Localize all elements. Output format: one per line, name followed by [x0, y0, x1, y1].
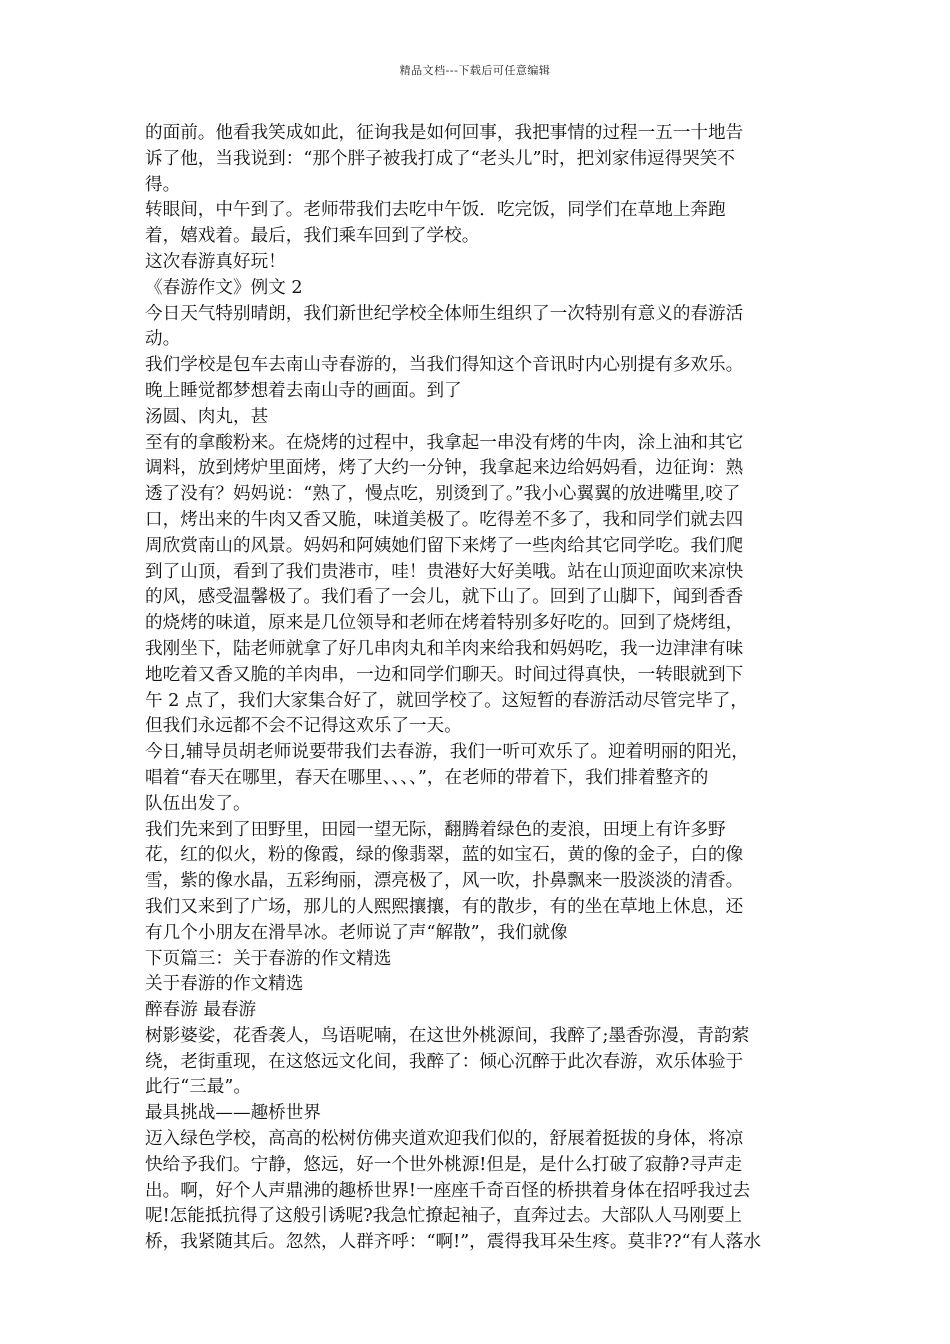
text-line: 的面前。他看我笑成如此，征询我是如何回事，我把事情的过程一五一十地告 — [145, 123, 744, 143]
text-line: 透了没有？妈妈说：“熟了，慢点吃，别烫到了。”我小心翼翼的放进嘴里,咬了 — [145, 484, 741, 505]
text-line: 调料，放到烤炉里面烤，烤了大约一分钟，我拿起来边给妈妈看，边征询：熟 — [145, 458, 744, 479]
text-line: 周欣赏南山的风景。妈妈和阿姨她们留下来烤了一些肉给其它同学吃。我们爬 — [145, 535, 744, 556]
text-line: 迈入绿色学校，高高的松树仿佛夹道欢迎我们似的，舒展着挺拔的身体，将凉 — [145, 1129, 744, 1150]
text-line: 晚上睡觉都梦想着去南山寺的画面。到了 — [145, 380, 462, 401]
text-line: 这次春游真好玩！ — [145, 251, 286, 272]
text-line: 口，烤出来的牛肉又香又脆，味道美极了。吃得差不多了，我和同学们就去四 — [145, 509, 744, 530]
text-line: 桥，我紧随其后。忽然，人群齐呼：“啊!”，震得我耳朵生疼。莫非??“有人落水 — [145, 1232, 761, 1253]
text-line: 此行“三最”。 — [145, 1077, 251, 1098]
text-line: 午 2 点了，我们大家集合好了，就回学校了。这短暂的春游活动尽管完毕了， — [145, 690, 748, 711]
text-line: 到了山顶，看到了我们贵港市，哇！贵港好大好美哦。站在山顶迎面吹来凉快 — [145, 561, 744, 582]
text-line: 雪，紫的像水晶，五彩绚丽，漂亮极了，风一吹，扑鼻飘来一股淡淡的清香。 — [145, 871, 744, 892]
text-line: 但我们永远都不会不记得这欢乐了一天。 — [145, 716, 462, 737]
text-line: 队伍出发了。 — [145, 793, 251, 814]
text-line: 的风，感受温馨极了。我们看了一会儿，就下山了。回到了山脚下，闻到香香 — [145, 587, 744, 608]
text-line: 花，红的似火，粉的像霞，绿的像翡翠，蓝的如宝石，黄的像的金子，白的像 — [145, 845, 744, 866]
text-line: 地吃着又香又脆的羊肉串，一边和同学们聊天。时间过得真快，一转眼就到下 — [145, 664, 744, 685]
section-title: 下页篇三：关于春游的作文精选 — [145, 948, 392, 969]
text-line: 至有的拿酸粉来。在烧烤的过程中，我拿起一串没有烤的牛肉，涂上油和其它 — [145, 432, 744, 453]
text-line: 我们又来到了广场，那儿的人熙熙攘攘，有的散步，有的坐在草地上休息，还 — [145, 896, 744, 917]
text-line: 的烧烤的味道，原来是几位领导和老师在烤着特别多好吃的。回到了烧烤组， — [145, 613, 744, 634]
text-line: 树影婆娑，花香袭人，鸟语呢喃，在这世外桃源间，我醉了;墨香弥漫，青韵萦 — [145, 1025, 750, 1046]
text-line: 呢!怎能抵抗得了这般引诱呢?我急忙撩起袖子，直奔过去。大部队人马刚要上 — [145, 1206, 743, 1227]
text-line: 汤圆、肉丸，甚 — [145, 406, 269, 427]
text-line: 唱着“春天在哪里，春天在哪里、、、、”，在老师的带着下，我们排着整齐的 — [145, 767, 709, 788]
text-line: 今日,辅导员胡老师说要带我们去春游，我们一听可欢乐了。迎着明丽的阳光， — [145, 742, 749, 763]
text-line: 诉了他，当我说到：“那个胖子被我打成了“老头儿”时，把刘家伟逗得哭笑不 — [145, 148, 735, 169]
text-line: 出。啊，好个人声鼎沸的趣桥世界!一座座千奇百怪的桥拱着身体在招呼我过去 — [145, 1180, 751, 1201]
text-line: 转眼间，中午到了。老师带我们去吃中午饭．吃完饭，同学们在草地上奔跑 — [145, 200, 726, 221]
section-title: 醉春游 最春游 — [145, 1000, 257, 1021]
document-body — [145, 121, 805, 1256]
text-line: 得。 — [145, 174, 181, 195]
text-line: 绕，老街重现，在这悠远文化间，我醉了：倾心沉醉于此次春游，欢乐体验于 — [145, 1051, 744, 1072]
text-line: 着，嬉戏着。最后，我们乘车回到了学校。 — [145, 226, 480, 247]
page-header: 精品文档---下载后可任意编辑 — [399, 64, 551, 77]
text-line: 快给予我们。宁静，悠远，好一个世外桃源!但是，是什么打破了寂静?寻声走 — [145, 1154, 743, 1175]
section-title: 关于春游的作文精选 — [145, 974, 304, 995]
text-line: 我们先来到了田野里，田园一望无际，翻腾着绿色的麦浪，田埂上有许多野 — [145, 819, 726, 840]
text-line: 有几个小朋友在滑旱冰。老师说了声“解散”，我们就像 — [145, 922, 568, 943]
text-line: 动。 — [145, 329, 181, 350]
section-title: 最具挑战——趣桥世界 — [145, 1103, 321, 1124]
text-line: 我刚坐下，陆老师就拿了好几串肉丸和羊肉来给我和妈妈吃，我一边津津有味 — [145, 638, 744, 659]
text-line: 我们学校是包车去南山寺春游的，当我们得知这个音讯时内心别提有多欢乐。 — [145, 355, 744, 376]
section-title: 《春游作文》例文 2 — [145, 277, 303, 298]
text-line: 今日天气特别晴朗，我们新世纪学校全体师生组织了一次特别有意义的春游活 — [145, 303, 744, 324]
